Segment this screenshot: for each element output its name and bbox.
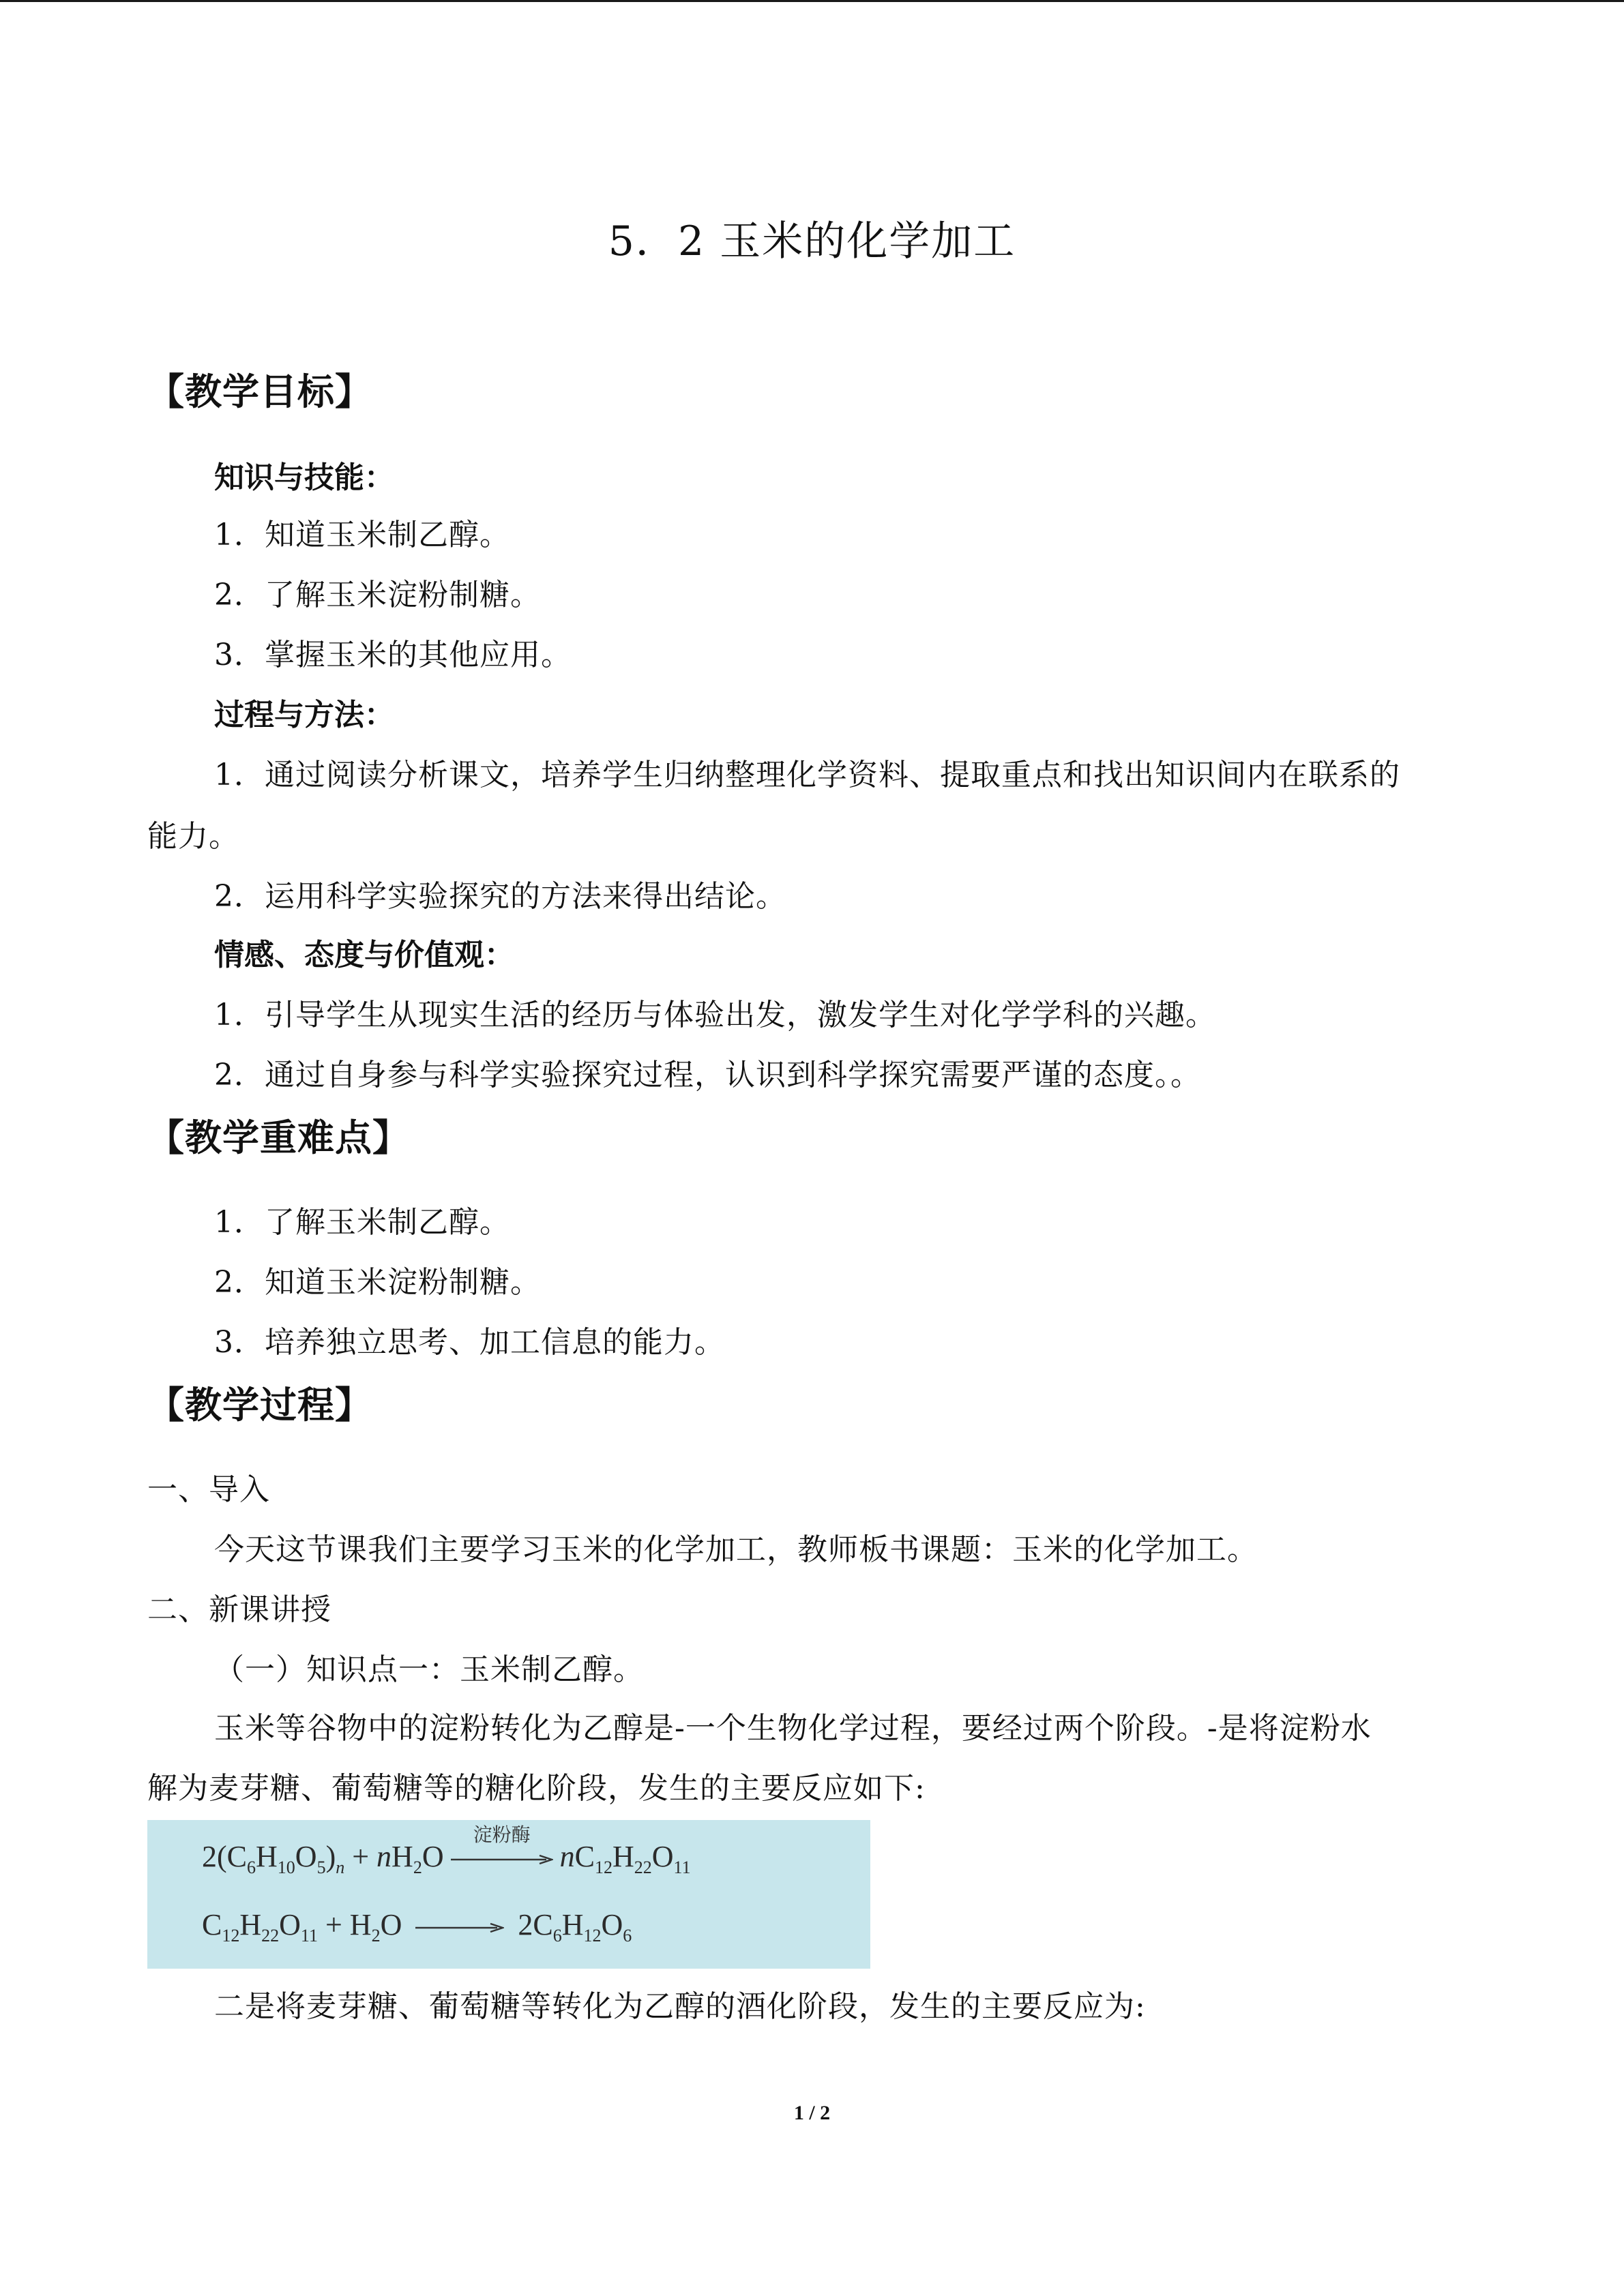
intro-heading: 一、导入 [147, 1472, 270, 1507]
reaction-arrow [415, 1921, 504, 1935]
intro-text: 今天这节课我们主要学习玉米的化学加工，教师板书课题：玉米的化学加工。 [214, 1532, 1258, 1567]
reaction-arrow [451, 1854, 553, 1865]
attitude-item: 2．通过自身参与科学实验探究过程，认识到科学探究需要严谨的态度。。 [214, 1058, 1201, 1092]
attitude-heading: 情感、态度与价值观： [214, 938, 514, 972]
section-heading-goals: 【教学目标】 [147, 370, 372, 413]
reaction-equations-image [147, 1820, 870, 1969]
page-title: 5．2 玉米的化学加工 [608, 218, 1016, 265]
section-heading-key-points: 【教学重难点】 [147, 1116, 410, 1159]
knowledge-item: 1．知道玉米制乙醇。 [214, 518, 510, 552]
key-point-item: 2．知道玉米淀粉制糖。 [214, 1265, 541, 1300]
equation-maltose-glucose: $C_{12}H_{22}O_{11} + H_2O$ $2C_6H_{12}O_6$ [202, 1908, 632, 1945]
point1-heading: （一）知识点一：玉米制乙醇。 [214, 1652, 644, 1687]
knowledge-item: 3．掌握玉米的其他应用。 [214, 638, 572, 672]
method-item-1-line1: 1．通过阅读分析课文，培养学生归纳整理化学资料、提取重点和找出知识间内在联系的 [214, 758, 1400, 792]
method-item-1-line2: 能力。 [147, 819, 239, 854]
paragraph-1-line2: 解为麦芽糖、葡萄糖等的糖化阶段，发生的主要反应如下: [147, 1771, 926, 1806]
knowledge-heading: 知识与技能： [214, 460, 394, 495]
key-point-item: 3．培养独立思考、加工信息的能力。 [214, 1325, 725, 1360]
method-heading: 过程与方法： [214, 698, 394, 732]
paragraph-1-line1: 玉米等谷物中的淀粉转化为乙醇是-一个生物化学过程，要经过两个阶段。-是将淀粉水 [214, 1711, 1372, 1746]
section-heading-process: 【教学过程】 [147, 1384, 372, 1427]
method-item-2: 2．运用科学实验探究的方法来得出结论。 [214, 879, 786, 914]
equation-hydrolysis: $2(C_6H_{10}O_5)_n + nH_2O$ 淀粉酶 $nC_{12}H_{22}O_{11}$ [202, 1839, 691, 1878]
key-point-item: 1．了解玉米制乙醇。 [214, 1205, 510, 1240]
page-number: 1 / 2 [793, 2102, 831, 2124]
attitude-item: 1．引导学生从现实生活的经历与体验出发，激发学生对化学学科的兴趣。 [214, 998, 1216, 1032]
enzyme-label: 淀粉酶 [473, 1823, 531, 1846]
paragraph-2: 二是将麦芽糖、葡萄糖等转化为乙醇的酒化阶段，发生的主要反应为: [214, 1989, 1146, 2024]
new-lesson-heading: 二、新课讲授 [147, 1592, 331, 1627]
knowledge-item: 2．了解玉米淀粉制糖。 [214, 578, 541, 612]
top-border [0, 0, 1624, 2]
